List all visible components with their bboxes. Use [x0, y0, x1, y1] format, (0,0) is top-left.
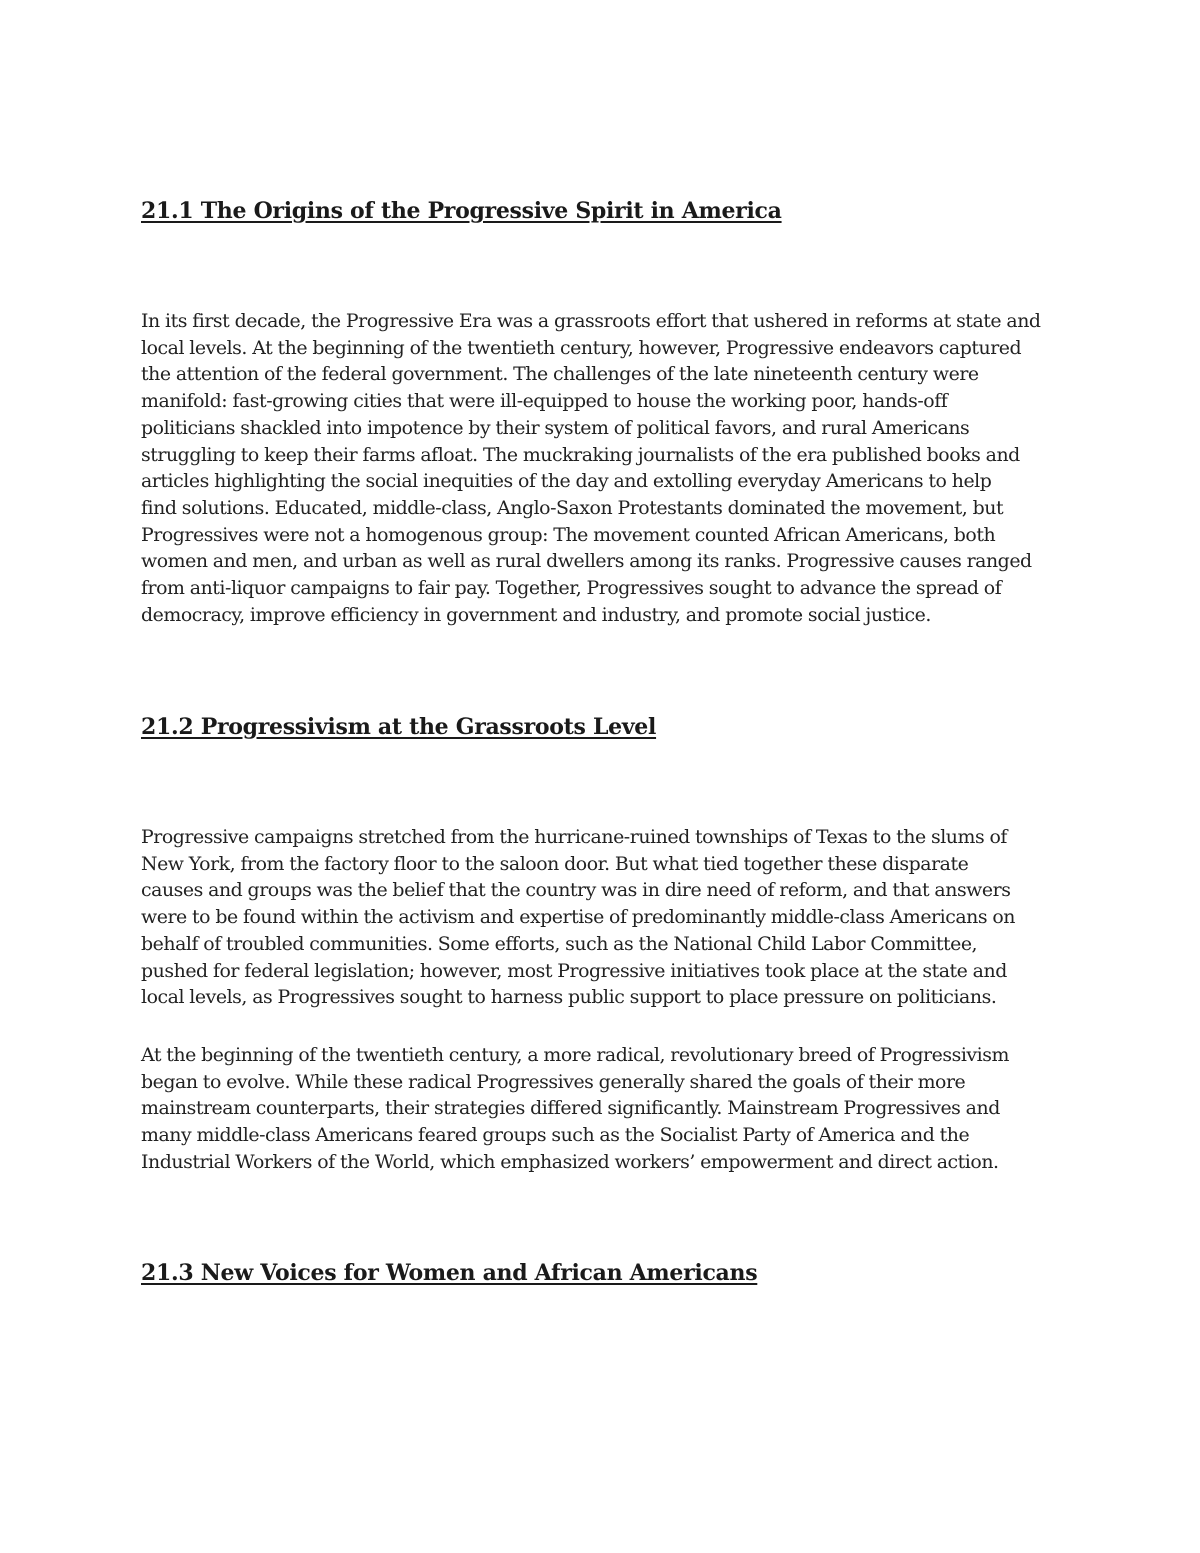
section-heading-21-3: 21.3 New Voices for Women and African Americans — [141, 1260, 758, 1286]
text-line: struggling to keep their farms afloat. The muckraking journalists of the era published books and — [141, 443, 1020, 466]
text-line: mainstream counterparts, their strategies differed significantly. Mainstream Progressives and — [141, 1097, 1000, 1120]
text-line: Progressive campaigns stretched from the hurricane-ruined townships of Texas to the slums of — [141, 826, 1007, 848]
text-line: pushed for federal legislation; however, most Progressive initiatives took place at the state and — [141, 959, 1007, 982]
text-line: articles highlighting the social inequities of the day and extolling everyday Americans to help — [141, 470, 992, 493]
text-line: behalf of troubled communities. Some efforts, such as the National Child Labor Committee, — [141, 932, 978, 955]
text-line: causes and groups was the belief that the country was in dire need of reform, and that answers — [141, 879, 1011, 902]
text-line: manifold: fast-growing cities that were ill-equipped to house the working poor, hands-off — [141, 390, 948, 413]
text-line: women and men, and urban as well as rural dwellers among its ranks. Progressive causes ranged — [141, 550, 1032, 573]
text-line: In its first decade, the Progressive Era was a grassroots effort that ushered in reforms at state and — [141, 310, 1041, 332]
section-21-2-paragraph-1 — [141, 824, 1071, 1011]
text-line: the attention of the federal government. The challenges of the late nineteenth century were — [141, 363, 979, 386]
text-line: many middle-class Americans feared groups such as the Socialist Party of America and the — [141, 1124, 970, 1147]
text-line: At the beginning of the twentieth century, a more radical, revolutionary breed of Progressivism — [141, 1044, 1009, 1066]
section-heading-21-2: 21.2 Progressivism at the Grassroots Level — [141, 714, 657, 740]
text-line: politicians shackled into impotence by their system of political favors, and rural Americans — [141, 416, 970, 439]
text-line: Industrial Workers of the World, which emphasized workers’ empowerment and direct action. — [141, 1150, 999, 1173]
section-heading-21-1: 21.1 The Origins of the Progressive Spirit in America — [141, 198, 782, 224]
text-line: find solutions. Educated, middle-class, Anglo-Saxon Protestants dominated the movement, but — [141, 496, 1004, 519]
text-line: began to evolve. While these radical Progressives generally shared the goals of their more — [141, 1070, 966, 1093]
text-line: were to be found within the activism and expertise of predominantly middle-class Americans on — [141, 906, 1016, 929]
text-line: democracy, improve efficiency in government and industry, and promote social justice. — [141, 603, 931, 626]
text-line: from anti-liquor campaigns to fair pay. Together, Progressives sought to advance the spread of — [141, 577, 1002, 600]
text-line: New York, from the factory floor to the saloon door. But what tied together these disparate — [141, 852, 969, 875]
text-line: local levels, as Progressives sought to harness public support to place pressure on politicians. — [141, 986, 997, 1009]
text-line: local levels. At the beginning of the twentieth century, however, Progressive endeavors captured — [141, 336, 1022, 359]
text-line: Progressives were not a homogenous group: The movement counted African Americans, both — [141, 523, 996, 546]
section-21-2-paragraph-2 — [141, 1042, 1071, 1176]
section-21-1-paragraph — [141, 308, 1071, 628]
